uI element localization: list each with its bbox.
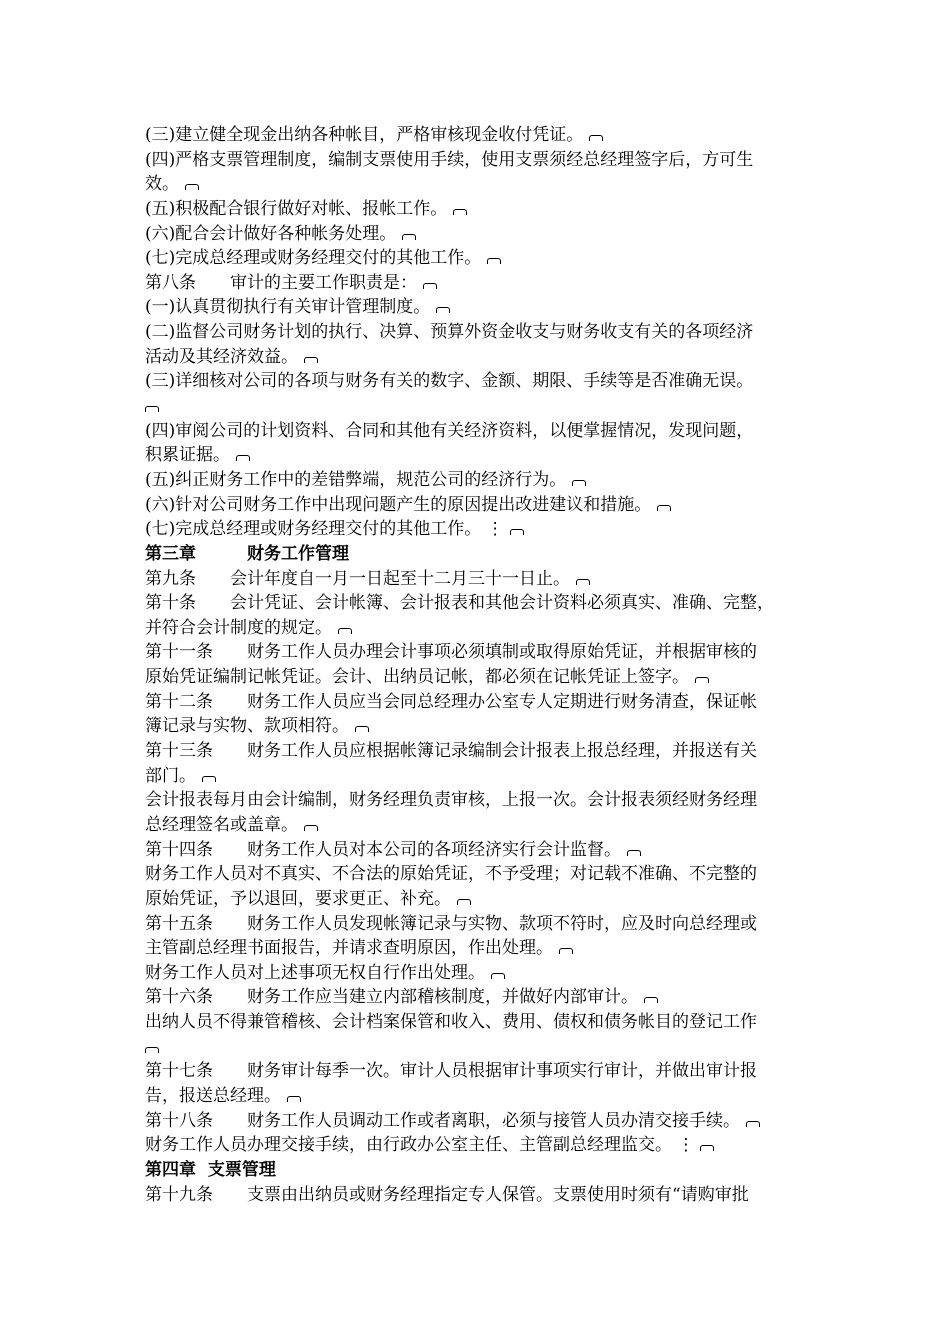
text-line — [145, 1183, 835, 1208]
text-line — [145, 1035, 835, 1060]
text-line — [145, 295, 835, 320]
text-line — [145, 862, 835, 887]
text-line — [145, 714, 835, 739]
paragraph-mark-icon — [559, 948, 573, 954]
line-text: 财务工作人员对上述事项无权自行作出处理。 — [145, 962, 485, 983]
line-text: 部门。 — [145, 765, 196, 786]
text-line — [145, 764, 835, 789]
text-line — [145, 739, 835, 764]
line-text: 第十九条 支票由出纳员或财务经理指定专人保管。支票使用时须有“请购审批 — [145, 1184, 749, 1205]
line-text: (一)认真贯彻执行有关审计管理制度。 — [145, 297, 431, 318]
line-text: 第九条 会计年度自一月一日起至十二月三十一日止。 — [145, 568, 570, 589]
paragraph-mark-icon — [572, 480, 586, 486]
paragraph-mark-icon — [145, 1047, 159, 1053]
paragraph-mark-icon — [746, 1121, 760, 1127]
line-text: 第十条 会计凭证、会计帐簿、会计报表和其他会计资料必须真实、准确、完整， — [145, 593, 774, 614]
line-text: (二)监督公司财务计划的执行、决算、预算外资金收支与财务收支有关的各项经济 — [145, 322, 754, 343]
text-line — [145, 419, 835, 444]
paragraph-mark-icon — [510, 529, 524, 535]
line-text: 第三章 财务工作管理 — [145, 543, 349, 564]
text-line — [145, 517, 835, 542]
line-text: 原始凭证编制记帐凭证。会计、出纳员记帐，都必须在记帐凭证上签字。 — [145, 667, 689, 688]
text-line — [145, 690, 835, 715]
text-line — [145, 172, 835, 197]
line-text: (三)详细核对公司的各项与财务有关的数字、金额、期限、手续等是否准确无误。 — [145, 371, 754, 392]
line-text: (七)完成总经理或财务经理交付的其他工作。 ⋮ — [145, 519, 504, 540]
text-line — [145, 197, 835, 222]
paragraph-mark-icon — [287, 1096, 301, 1102]
text-line — [145, 887, 835, 912]
line-text: (四)严格支票管理制度，编制支票使用手续，使用支票须经总经理签字后，方可生 — [145, 149, 754, 170]
line-text: 效。 — [145, 174, 179, 195]
text-line — [145, 246, 835, 271]
line-text: 并符合会计制度的规定。 — [145, 617, 332, 638]
text-line — [145, 813, 835, 838]
paragraph-mark-icon — [355, 726, 369, 732]
chapter-heading — [145, 1158, 835, 1183]
text-line — [145, 148, 835, 173]
paragraph-mark-icon — [402, 234, 416, 240]
text-line — [145, 271, 835, 296]
line-text: 第十二条 财务工作人员应当会同总经理办公室专人定期进行财务清查，保证帐 — [145, 691, 757, 712]
paragraph-mark-icon — [338, 628, 352, 634]
line-text: 第十一条 财务工作人员办理会计事项必须填制或取得原始凭证，并根据审核的 — [145, 642, 757, 663]
line-text: 积累证据。 — [145, 445, 230, 466]
paragraph-mark-icon — [304, 357, 318, 363]
paragraph-mark-icon — [700, 1145, 714, 1151]
line-text: 会计报表每月由会计编制，财务经理负责审核，上报一次。会计报表须经财务经理 — [145, 790, 757, 811]
text-line — [145, 985, 835, 1010]
paragraph-mark-icon — [576, 579, 590, 585]
line-text: 第十七条 财务审计每季一次。审计人员根据审计事项实行审计，并做出审计报 — [145, 1061, 757, 1082]
paragraph-mark-icon — [453, 209, 467, 215]
line-text: 第八条 审计的主要工作职责是： — [145, 272, 417, 293]
line-text: (七)完成总经理或财务经理交付的其他工作。 — [145, 248, 482, 269]
text-line — [145, 443, 835, 468]
text-line — [145, 591, 835, 616]
text-line — [145, 616, 835, 641]
line-text: 第十三条 财务工作人员应根据帐簿记录编制会计报表上报总经理，并报送有关 — [145, 741, 757, 762]
line-text: (五)纠正财务工作中的差错弊端，规范公司的经济行为。 — [145, 469, 567, 490]
paragraph-mark-icon — [487, 258, 501, 264]
document-body — [145, 123, 835, 1207]
text-line — [145, 123, 835, 148]
line-text: 出纳人员不得兼管稽核、会计档案保管和收入、费用、债权和债务帐目的登记工作 — [145, 1012, 757, 1033]
paragraph-mark-icon — [627, 850, 641, 856]
paragraph-mark-icon — [457, 899, 471, 905]
text-line — [145, 394, 835, 419]
text-line — [145, 493, 835, 518]
line-text: 总经理签名或盖章。 — [145, 814, 298, 835]
line-text: 第十五条 财务工作人员发现帐簿记录与实物、款项不符时，应及时向总经理或 — [145, 913, 757, 934]
line-text: (六)配合会计做好各种帐务处理。 — [145, 223, 397, 244]
text-line — [145, 640, 835, 665]
paragraph-mark-icon — [423, 283, 437, 289]
paragraph-mark-icon — [236, 455, 250, 461]
text-line — [145, 665, 835, 690]
text-line — [145, 961, 835, 986]
line-text: 第十八条 财务工作人员调动工作或者离职，必须与接管人员办清交接手续。 — [145, 1110, 740, 1131]
text-line — [145, 1059, 835, 1084]
text-line — [145, 345, 835, 370]
paragraph-mark-icon — [644, 997, 658, 1003]
line-text: 原始凭证，予以退回，要求更正、补充。 — [145, 888, 451, 909]
line-text: 财务工作人员对不真实、不合法的原始凭证，不予受理；对记载不准确、不完整的 — [145, 864, 757, 885]
line-text: 簿记录与实物、款项相符。 — [145, 716, 349, 737]
text-line — [145, 468, 835, 493]
paragraph-mark-icon — [436, 307, 450, 313]
line-text: 第四章 支票管理 — [145, 1159, 276, 1180]
text-line — [145, 1010, 835, 1035]
line-text: (四)审阅公司的计划资料、合同和其他有关经济资料，以便掌握情况，发现问题， — [145, 420, 754, 441]
text-line — [145, 369, 835, 394]
text-line — [145, 912, 835, 937]
text-line — [145, 838, 835, 863]
text-line — [145, 788, 835, 813]
paragraph-mark-icon — [202, 776, 216, 782]
line-text: 第十四条 财务工作人员对本公司的各项经济实行会计监督。 — [145, 839, 621, 860]
line-text: 活动及其经济效益。 — [145, 346, 298, 367]
line-text: (六)针对公司财务工作中出现问题产生的原因提出改进建议和措施。 — [145, 494, 652, 515]
line-text: (五)积极配合银行做好对帐、报帐工作。 — [145, 198, 448, 219]
line-text: 财务工作人员办理交接手续，由行政办公室主任、主管副总经理监交。 ⋮ — [145, 1135, 695, 1156]
text-line — [145, 1084, 835, 1109]
paragraph-mark-icon — [589, 135, 603, 141]
line-text: (三)建立健全现金出纳各种帐目，严格审核现金收付凭证。 — [145, 125, 584, 145]
text-line — [145, 320, 835, 345]
paragraph-mark-icon — [695, 677, 709, 683]
paragraph-mark-icon — [657, 505, 671, 511]
line-text: 主管副总经理书面报告，并请求查明原因，作出处理。 — [145, 938, 553, 959]
line-text: 告，报送总经理。 — [145, 1085, 281, 1106]
paragraph-mark-icon — [185, 184, 199, 190]
text-line — [145, 1133, 835, 1158]
chapter-heading — [145, 542, 835, 567]
text-line — [145, 936, 835, 961]
paragraph-mark-icon — [491, 973, 505, 979]
paragraph-mark-icon — [304, 825, 318, 831]
text-line — [145, 567, 835, 592]
line-text: 第十六条 财务工作应当建立内部稽核制度，并做好内部审计。 — [145, 987, 638, 1008]
text-line — [145, 1109, 835, 1134]
paragraph-mark-icon — [145, 406, 159, 412]
text-line — [145, 222, 835, 247]
